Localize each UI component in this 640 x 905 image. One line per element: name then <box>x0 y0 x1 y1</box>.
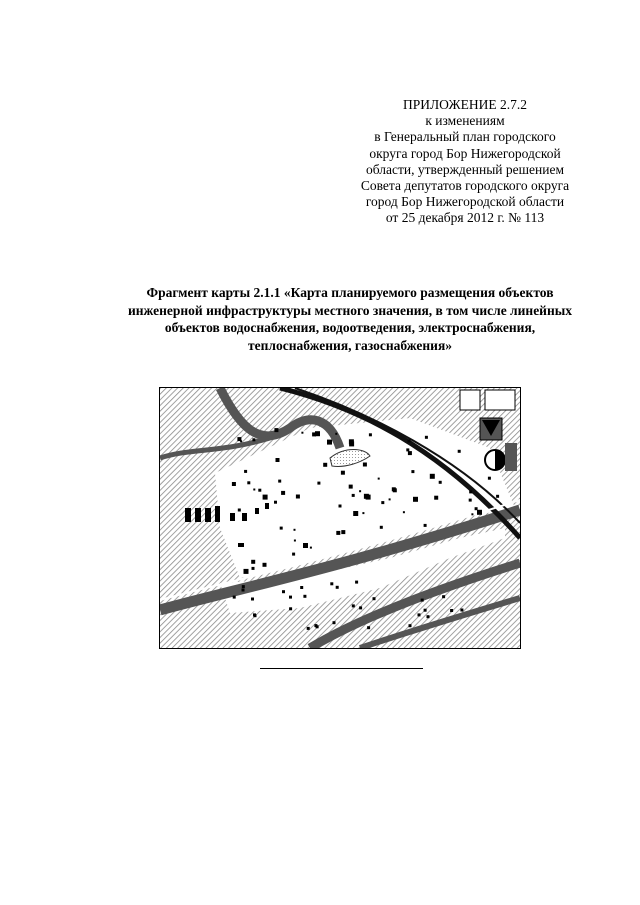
map-object <box>366 495 371 500</box>
map-object <box>252 567 255 570</box>
map-object <box>258 489 261 492</box>
map-object <box>289 596 292 599</box>
map-object <box>381 501 384 504</box>
map-object <box>333 621 336 624</box>
map-object <box>458 450 461 453</box>
map-object <box>411 470 414 473</box>
map-object <box>488 477 491 480</box>
map-object <box>251 560 255 564</box>
map-object <box>253 489 255 491</box>
appendix-line: Совета депутатов городского округа <box>360 178 570 194</box>
map-object <box>263 563 267 567</box>
map-object <box>237 437 241 441</box>
map-object <box>244 569 249 574</box>
map-object <box>253 613 256 616</box>
map-object <box>475 507 478 510</box>
title-line: теплоснабжения, газоснабжения» <box>248 337 452 353</box>
map-object <box>327 440 332 445</box>
map-fragment-title <box>60 284 640 354</box>
map-object <box>310 547 312 549</box>
map-object <box>378 478 380 480</box>
map-object <box>362 512 364 514</box>
map-object <box>314 624 317 627</box>
appendix-header <box>330 97 600 227</box>
map-object <box>307 627 310 630</box>
map-object <box>341 530 345 534</box>
map-object <box>301 432 303 434</box>
map-object <box>278 480 281 483</box>
title-line: Фрагмент карты 2.1.1 «Карта планируемого размещения объектов <box>146 285 554 300</box>
map-object <box>251 598 254 601</box>
map-object <box>355 581 358 584</box>
map-object <box>335 433 337 435</box>
map-object <box>244 470 247 473</box>
map-object <box>296 495 300 499</box>
map-object <box>439 481 442 484</box>
map-object <box>460 609 463 612</box>
map-object <box>323 463 327 467</box>
map-object <box>263 495 268 500</box>
map-object <box>430 474 435 479</box>
map-object <box>303 543 308 548</box>
map-object <box>336 531 340 535</box>
map-object <box>247 481 250 484</box>
map-object <box>403 511 405 513</box>
appendix-line: от 25 декабря 2012 г. № 113 <box>385 210 545 226</box>
map-object <box>317 482 320 485</box>
map-object <box>315 431 320 436</box>
map-object <box>352 494 355 497</box>
map-object <box>336 586 339 589</box>
appendix-line: области, утвержденный решением <box>366 161 564 177</box>
map-object <box>242 585 245 588</box>
map-fragment-image <box>159 387 521 649</box>
map-object <box>300 586 303 589</box>
map-object <box>353 511 358 516</box>
map-object <box>421 599 424 602</box>
title-line: объектов водоснабжения, водоотведения, электроснабжения, <box>164 320 536 336</box>
map-object <box>294 540 296 542</box>
map-object <box>389 498 391 500</box>
map-object <box>469 490 472 493</box>
map-object <box>242 589 245 592</box>
title-line: инженерной инфраструктуры местного значения, в том числе линейных <box>127 302 573 318</box>
appendix-line: ПРИЛОЖЕНИЕ 2.7.2 <box>402 97 528 112</box>
map-object <box>406 448 409 451</box>
map-object <box>303 595 306 598</box>
appendix-line: город Бор Нижегородской области <box>365 194 565 210</box>
map-object <box>496 495 499 498</box>
map-object <box>339 505 342 508</box>
map-object <box>477 510 482 515</box>
map-object <box>359 490 361 492</box>
map-object <box>367 626 370 629</box>
map-object <box>392 487 396 491</box>
map-object <box>450 609 453 612</box>
map-object <box>341 471 345 475</box>
map-object <box>280 527 283 530</box>
map-object <box>413 497 418 502</box>
map-object <box>418 613 421 616</box>
map-object <box>282 590 285 593</box>
map-object <box>369 433 372 436</box>
map-object <box>232 482 236 486</box>
map-object <box>471 513 473 515</box>
map-object <box>425 436 428 439</box>
map-object <box>373 597 376 600</box>
appendix-line: округа город Бор Нижегородской <box>369 145 561 161</box>
closing-rule <box>260 668 423 669</box>
map-object <box>409 624 412 627</box>
map-object <box>274 501 277 504</box>
appendix-line: в Генеральный план городского <box>374 129 556 145</box>
map-object <box>424 524 427 527</box>
map-object <box>330 582 333 585</box>
map-object <box>424 609 427 612</box>
map-object <box>359 606 362 609</box>
map-object <box>349 439 354 444</box>
map-object <box>442 595 445 598</box>
map-object <box>233 596 236 599</box>
map-object <box>289 607 292 610</box>
map-graphic <box>160 388 520 648</box>
map-object <box>252 438 255 441</box>
map-object <box>408 451 412 455</box>
map-object <box>274 428 278 432</box>
map-object <box>408 440 411 443</box>
map-object <box>294 529 296 531</box>
map-object <box>352 604 355 607</box>
map-object <box>427 615 430 618</box>
map-object <box>469 499 472 502</box>
map-object <box>292 553 295 556</box>
map-object <box>281 491 285 495</box>
appendix-line: к изменениям <box>425 113 505 129</box>
map-object <box>434 496 438 500</box>
map-object <box>349 485 353 489</box>
map-object <box>238 509 241 512</box>
map-object <box>380 526 383 529</box>
map-object <box>276 458 280 462</box>
map-object <box>363 463 367 467</box>
